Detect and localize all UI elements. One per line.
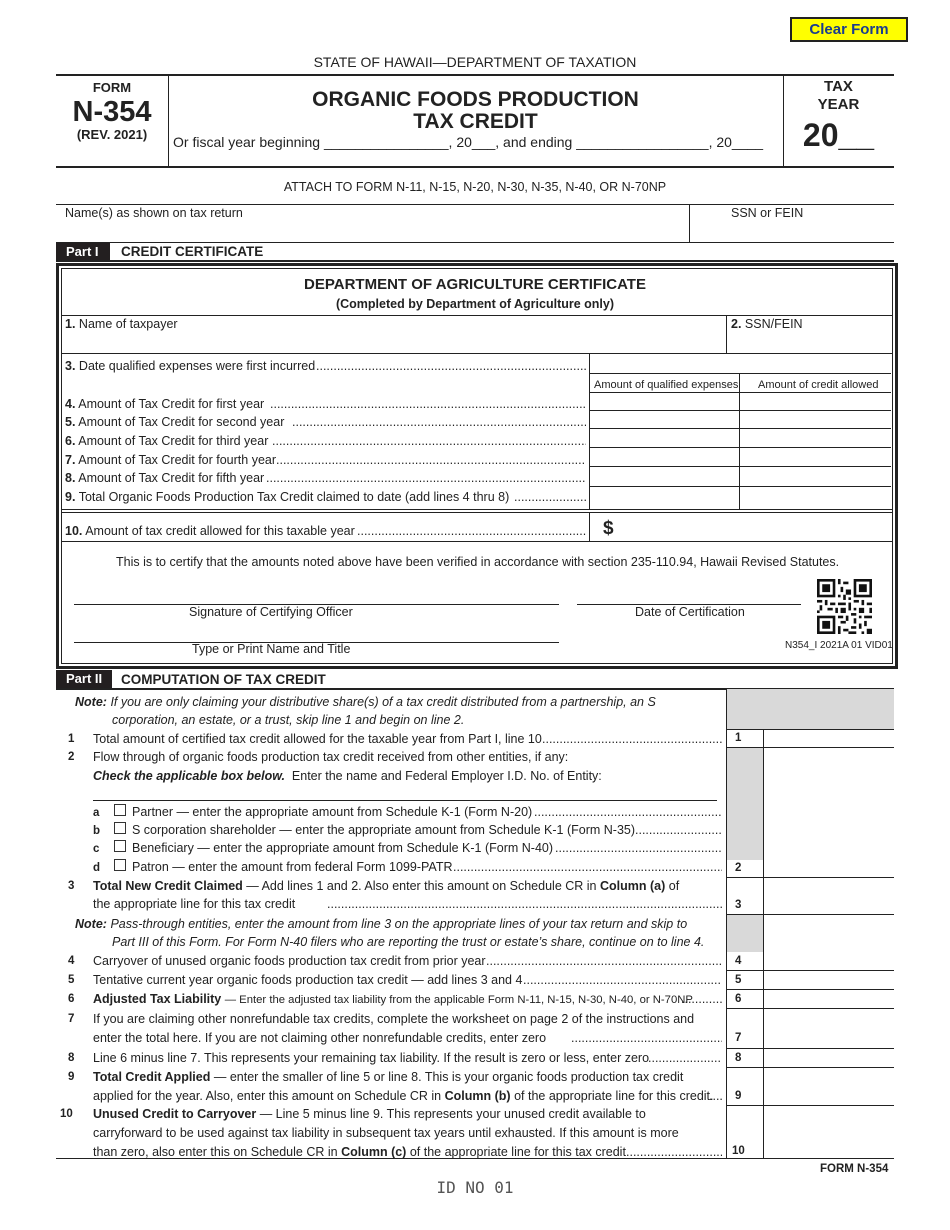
line7-num: 7 (68, 1013, 75, 1025)
expenses-total-input[interactable] (590, 487, 738, 508)
credit-allowed-input[interactable] (620, 515, 890, 539)
line4-num: 4 (68, 955, 75, 967)
barcode-id: N354_I 2021A 01 VID01 (785, 640, 893, 651)
line10-text-cont: carryforward to be used against tax liability in subsequent tax years until exhausted. If this amount is more (93, 1126, 679, 1140)
qr-code-icon (817, 579, 872, 634)
line6-amount-input[interactable] (765, 991, 893, 1007)
footer-id: ID NO 01 (436, 1178, 514, 1197)
line5-amount-input[interactable] (765, 972, 893, 988)
line2d-letter: d (93, 862, 101, 874)
note1-cont: corporation, an estate, or a trust, skip line 1 and begin on line 2. (112, 713, 465, 727)
line2c-letter: c (93, 843, 100, 855)
cert-line-8: 8. Amount of Tax Credit for fifth year (65, 471, 265, 485)
line6-text: Adjusted Tax Liability — Enter the adjusted tax liability from the applicable Form N-11, N-15, N-30, N-40, or N-70NP (93, 992, 693, 1006)
credit-year4-input[interactable] (740, 448, 890, 465)
line3-num: 3 (68, 880, 75, 892)
name-input[interactable] (60, 222, 685, 240)
credit-year1-input[interactable] (740, 393, 890, 409)
line9-text: Total Credit Applied — enter the smaller of line 5 or line 8. This is your organic foods production tax credit (93, 1070, 684, 1084)
line10-amount-input[interactable] (765, 1141, 893, 1157)
col-credit-header: Amount of credit allowed (758, 379, 879, 391)
beneficiary-checkbox[interactable] (114, 840, 126, 852)
signature-input[interactable] (74, 584, 559, 604)
entity-name-input[interactable] (93, 783, 717, 800)
cert-line-10: 10. Amount of tax credit allowed for this taxable year (65, 524, 355, 538)
line8-amount-input[interactable] (765, 1050, 893, 1066)
line9-amount-input[interactable] (765, 1088, 893, 1104)
box-label-10: 10 (732, 1145, 745, 1157)
signature-label: Signature of Certifying Officer (189, 605, 353, 619)
agency-title: STATE OF HAWAII—DEPARTMENT OF TAXATION (313, 54, 637, 70)
print-name-input[interactable] (74, 622, 559, 642)
cert-line-9: 9. Total Organic Foods Production Tax Credit claimed to date (add lines 4 thru 8) (65, 490, 510, 504)
line2c-text: Beneficiary — enter the appropriate amount from Schedule K-1 (Form N-40) (132, 841, 554, 855)
box-label-4: 4 (735, 955, 742, 967)
part1-label: Part I (56, 243, 110, 261)
form-number: N-354 (72, 96, 152, 128)
line7-text: If you are claiming other nonrefundable tax credits, complete the worksheet on page 2 of the instructions and (93, 1012, 695, 1026)
patron-checkbox[interactable] (114, 859, 126, 871)
line3-amount-input[interactable] (765, 897, 893, 913)
line2b-text: S corporation shareholder — enter the appropriate amount from Schedule K-1 (Form N-35) (132, 823, 636, 837)
tax-year-value[interactable]: 20__ (802, 117, 875, 153)
box-label-1: 1 (735, 732, 742, 744)
form-label: FORM (92, 80, 132, 95)
credit-year3-input[interactable] (740, 429, 890, 446)
line3-date-input[interactable] (590, 355, 891, 373)
line7-amount-input[interactable] (765, 1030, 893, 1047)
fiscal-year-line[interactable]: Or fiscal year beginning ________________, 20___, and ending _________________, 20____ (173, 134, 764, 150)
tax-year-label2: YEAR (817, 96, 860, 113)
form-revision: (REV. 2021) (76, 127, 148, 142)
expenses-year3-input[interactable] (590, 429, 738, 446)
certificate-subtitle: (Completed by Department of Agriculture only) (335, 297, 615, 311)
expenses-year2-input[interactable] (590, 411, 738, 427)
box-label-5: 5 (735, 974, 742, 986)
partner-checkbox[interactable] (114, 804, 126, 816)
print-name-label: Type or Print Name and Title (192, 642, 351, 656)
box-label-7: 7 (735, 1032, 742, 1044)
certify-statement: This is to certify that the amounts noted above have been verified in accordance with section 235-110.94, Hawaii Revised Statutes. (116, 555, 840, 569)
attach-instructions: ATTACH TO FORM N-11, N-15, N-20, N-30, N-35, N-40, OR N-70NP (283, 180, 667, 194)
box-label-2: 2 (735, 862, 742, 874)
taxpayer-ssn-input[interactable] (731, 334, 889, 351)
credit-total-input[interactable] (740, 487, 890, 508)
credit-year2-input[interactable] (740, 411, 890, 427)
line1-amount-input[interactable] (765, 730, 893, 746)
taxpayer-name-input[interactable] (65, 334, 720, 351)
box-label-3: 3 (735, 899, 742, 911)
line5-num: 5 (68, 974, 75, 986)
line4-amount-input[interactable] (765, 953, 893, 969)
form-title-line1: ORGANIC FOODS PRODUCTION (312, 88, 639, 111)
line5-text: Tentative current year organic foods production tax credit — add lines 3 and 4 (93, 973, 523, 987)
s-corp-checkbox[interactable] (114, 822, 126, 834)
line2b-letter: b (93, 825, 101, 837)
expenses-year4-input[interactable] (590, 448, 738, 465)
line2d-text: Patron — enter the amount from federal Form 1099-PATR (132, 860, 453, 874)
form-title-line2: TAX CREDIT (413, 110, 538, 133)
cert-line-6: 6. Amount of Tax Credit for third year (65, 434, 269, 448)
ssn-label: SSN or FEIN (731, 206, 804, 220)
note1: Note: If you are only claiming your distributive share(s) of a tax credit distributed from a partnership, an S (75, 695, 656, 709)
line2a-text: Partner — enter the appropriate amount from Schedule K-1 (Form N-20) (132, 805, 533, 819)
line10-text: Unused Credit to Carryover — Line 5 minus line 9. This represents your unused credit available to (93, 1107, 646, 1121)
note2: Note: Pass-through entities, enter the amount from line 3 on the appropriate lines of your tax return and skip to (75, 917, 688, 931)
note2-cont: Part III of this Form. For Form N-40 filers who are reporting the trust or estate’s share, continue on to line 4. (112, 935, 705, 949)
line1-label: 1. Name of taxpayer (65, 317, 178, 331)
cert-line-7: 7. Amount of Tax Credit for fourth year (65, 453, 277, 467)
date-cert-label: Date of Certification (635, 605, 745, 619)
line3-label: 3. Date qualified expenses were first incurred (65, 359, 316, 373)
dollar-sign: $ (603, 518, 614, 539)
name-label: Name(s) as shown on tax return (65, 206, 243, 220)
footer-form: FORM N-354 (820, 1163, 889, 1175)
line9-text-cont: applied for the year. Also, enter this amount on Schedule CR in Column (b) of the appropriate line for this credit. (93, 1089, 714, 1103)
line2-amount-input[interactable] (765, 860, 893, 876)
date-cert-input[interactable] (577, 584, 801, 604)
line2-instruction: Check the applicable box below. Enter the name and Federal Employer I.D. No. of Entity: (93, 769, 602, 783)
credit-year5-input[interactable] (740, 467, 890, 485)
part2-title: COMPUTATION OF TAX CREDIT (121, 672, 326, 687)
line3-text: Total New Credit Claimed — Add lines 1 and 2. Also enter this amount on Schedule CR in Column (a) of (93, 879, 680, 893)
line2a-letter: a (93, 807, 100, 819)
line3-text-cont: the appropriate line for this tax credit (93, 897, 296, 911)
line7-text-cont: enter the total here. If you are not claiming other nonrefundable credits, enter zero (93, 1031, 547, 1045)
box-label-6: 6 (735, 993, 742, 1005)
part2-label: Part II (56, 670, 112, 688)
line9-num: 9 (68, 1071, 75, 1083)
cert-line-4: 4. Amount of Tax Credit for first year (65, 397, 265, 411)
box-label-8: 8 (735, 1052, 742, 1064)
ssn-input[interactable] (693, 222, 891, 240)
col-expenses-header: Amount of qualified expenses (594, 379, 739, 391)
line1-num: 1 (68, 733, 75, 745)
box-label-9: 9 (735, 1090, 742, 1102)
line8-num: 8 (68, 1052, 75, 1064)
part1-title: CREDIT CERTIFICATE (121, 244, 264, 259)
line2-label: 2. SSN/FEIN (731, 317, 803, 331)
line2-text: Flow through of organic foods production tax credit received from other entities, if any: (93, 750, 569, 764)
line1-text: Total amount of certified tax credit allowed for the taxable year from Part I, line 10 (93, 732, 542, 746)
tax-year-label: TAX (824, 78, 853, 95)
line10-num: 10 (60, 1108, 73, 1120)
line10-text-cont2: than zero, also enter this on Schedule CR in Column (c) of the appropriate line for this tax credit (93, 1145, 626, 1159)
line2-num: 2 (68, 751, 75, 763)
expenses-year5-input[interactable] (590, 467, 738, 485)
certificate-title: DEPARTMENT OF AGRICULTURE CERTIFICATE (304, 276, 646, 293)
clear-form-button[interactable]: Clear Form (790, 17, 908, 42)
expenses-year1-input[interactable] (590, 393, 738, 409)
line8-text: Line 6 minus line 7. This represents your remaining tax liability. If the result is zero or less, enter zero (93, 1051, 650, 1065)
line4-text: Carryover of unused organic foods production tax credit from prior year (93, 954, 486, 968)
cert-line-5: 5. Amount of Tax Credit for second year (65, 415, 285, 429)
line6-num: 6 (68, 993, 75, 1005)
